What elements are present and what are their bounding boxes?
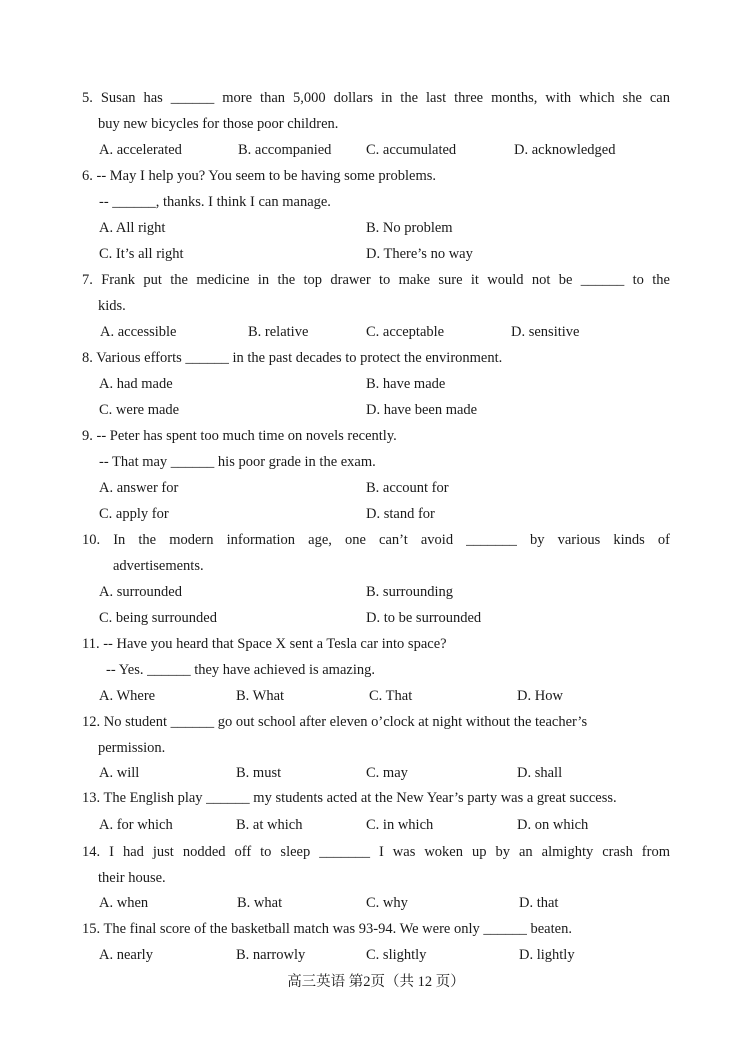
question-12-option-b: B. must: [236, 765, 282, 781]
question-11-stem-line-2: -- Yes. ______ they have achieved is amazing.: [106, 662, 375, 678]
question-6-option-a: A. All right: [99, 220, 166, 236]
question-9-option-d: D. stand for: [366, 506, 435, 522]
question-5-option-c: C. accumulated: [366, 142, 457, 158]
question-8-option-a: A. had made: [99, 376, 173, 392]
question-13-option-d: D. on which: [517, 817, 589, 833]
question-13-option-c: C. in which: [366, 817, 434, 833]
question-5-stem-line-2: buy new bicycles for those poor children.: [98, 116, 339, 132]
question-13-option-b: B. at which: [236, 817, 303, 833]
question-11-option-a: A. Where: [99, 688, 156, 704]
question-5-option-a: A. accelerated: [99, 142, 182, 158]
question-11-stem-line-1: 11. -- Have you heard that Space X sent a Tesla car into space?: [82, 636, 447, 652]
question-6-option-c: C. It’s all right: [99, 246, 184, 262]
question-10-option-a: A. surrounded: [99, 584, 182, 600]
question-14-option-c: C. why: [366, 895, 408, 911]
question-6-option-b: B. No problem: [366, 220, 453, 236]
question-11-option-b: B. What: [236, 688, 285, 704]
question-9-option-b: B. account for: [366, 480, 449, 496]
question-15-option-c: C. slightly: [366, 947, 427, 963]
question-7-option-a: A. accessible: [100, 324, 177, 340]
question-6-stem-line-2: -- ______, thanks. I think I can manage.: [99, 194, 331, 210]
question-9-option-c: C. apply for: [99, 506, 169, 522]
question-7-stem-line-1: 7. Frank put the medicine in the top drawer to make sure it would not be ______ to the: [82, 272, 670, 288]
question-9-stem-line-1: 9. -- Peter has spent too much time on novels recently.: [82, 428, 397, 444]
question-12-stem-line-1: 12. No student ______ go out school after eleven o’clock at night without the teacher’s: [82, 714, 588, 730]
question-15-stem-line-1: 15. The final score of the basketball match was 93-94. We were only ______ beaten.: [82, 921, 572, 937]
question-13-stem-line-1: 13. The English play ______ my students acted at the New Year’s party was a great success.: [82, 790, 617, 806]
question-12-option-c: C. may: [366, 765, 408, 781]
question-6-stem-line-1: 6. -- May I help you? You seem to be having some problems.: [82, 168, 436, 184]
question-5-option-b: B. accompanied: [238, 142, 332, 158]
question-14-stem-line-1: 14. I had just nodded off to sleep _______ I was woken up by an almighty crash from: [82, 844, 670, 860]
question-7-option-b: B. relative: [248, 324, 309, 340]
question-9-option-a: A. answer for: [99, 480, 179, 496]
question-11-option-d: D. How: [517, 688, 563, 704]
question-5-option-d: D. acknowledged: [514, 142, 616, 158]
question-10-option-d: D. to be surrounded: [366, 610, 482, 626]
question-14-option-b: B. what: [237, 895, 283, 911]
question-10-stem-line-2: advertisements.: [113, 558, 204, 574]
question-9-stem-line-2: -- That may ______ his poor grade in the exam.: [99, 454, 376, 470]
question-8-option-b: B. have made: [366, 376, 446, 392]
question-5-stem-line-1: 5. Susan has ______ more than 5,000 dollars in the last three months, with which she can: [82, 90, 670, 106]
question-6-option-d: D. There’s no way: [366, 246, 473, 262]
question-8-option-c: C. were made: [99, 402, 180, 418]
question-8-option-d: D. have been made: [366, 402, 478, 418]
question-7-option-d: D. sensitive: [511, 324, 580, 340]
question-14-stem-line-2: their house.: [98, 870, 166, 886]
question-12-stem-line-2: permission.: [98, 740, 166, 756]
page-footer: 高三英语 第2页（共 12 页）: [287, 974, 465, 990]
question-10-option-c: C. being surrounded: [99, 610, 217, 626]
question-14-option-a: A. when: [99, 895, 149, 911]
question-11-option-c: C. That: [369, 688, 413, 704]
question-15-option-a: A. nearly: [99, 947, 153, 963]
question-7-option-c: C. acceptable: [366, 324, 445, 340]
question-12-option-a: A. will: [99, 765, 140, 781]
question-10-stem-line-1: 10. In the modern information age, one can’t avoid _______ by various kinds of: [82, 532, 670, 548]
question-15-option-d: D. lightly: [519, 947, 575, 963]
question-13-option-a: A. for which: [99, 817, 173, 833]
question-15-option-b: B. narrowly: [236, 947, 306, 963]
question-10-option-b: B. surrounding: [366, 584, 453, 600]
question-12-option-d: D. shall: [517, 765, 563, 781]
question-8-stem-line-1: 8. Various efforts ______ in the past decades to protect the environment.: [82, 350, 503, 366]
question-7-stem-line-2: kids.: [98, 298, 126, 314]
question-14-option-d: D. that: [519, 895, 559, 911]
